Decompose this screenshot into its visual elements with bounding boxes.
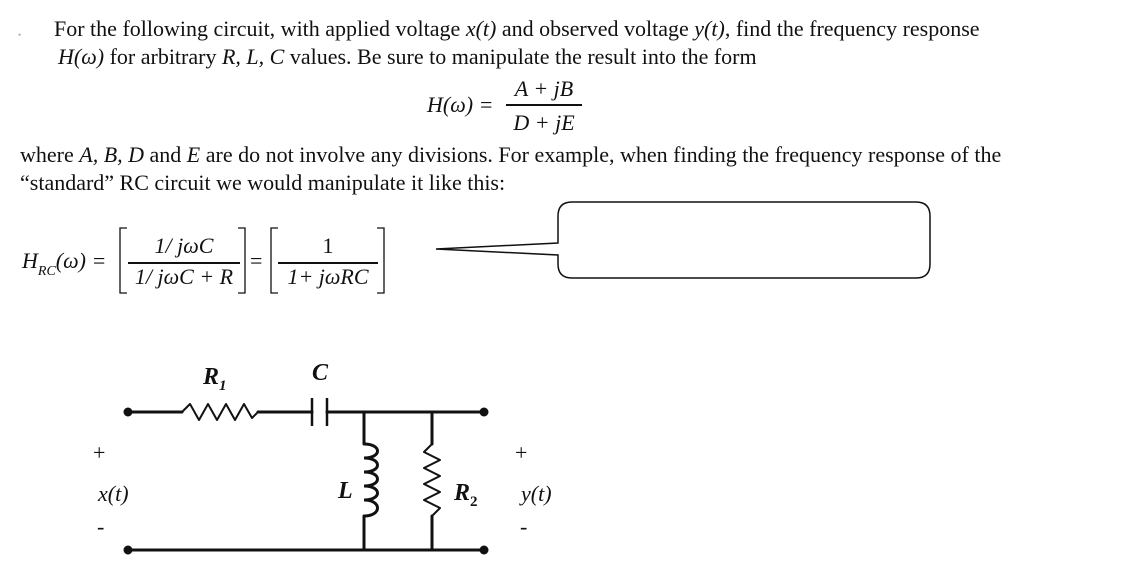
- corner-mark: •: [18, 30, 22, 40]
- rlc-symbols: R, L, C: [221, 44, 285, 69]
- output-plus: +: [515, 440, 528, 465]
- abd-symbols: A, B, D: [79, 142, 145, 167]
- rc-eq-fraction2-numerator: 1: [322, 233, 334, 258]
- intro-text-c: , find the frequency response: [724, 16, 980, 41]
- bracket-left-1: [120, 228, 127, 293]
- where-text-c: are do not involve any divisions. For example, when finding the frequency response of the: [200, 142, 1002, 167]
- intro-text-b: and observed voltage: [496, 16, 695, 41]
- r2-label: $R_2$: [454, 480, 478, 510]
- resistor-r1-symbol: [182, 404, 258, 420]
- where-text-a: where: [20, 142, 80, 167]
- input-label: x(t): [98, 481, 129, 506]
- l-label: L: [338, 478, 353, 504]
- where-line-2: “standard” RC circuit we would manipulate it like this:: [20, 170, 506, 195]
- rc-eq-subscript: RC: [37, 264, 56, 279]
- e-symbol: E: [186, 142, 201, 167]
- y-symbol: y(t): [694, 16, 725, 41]
- bracket-left-2: [271, 228, 278, 293]
- where-text-b: and: [144, 142, 187, 167]
- form-eq-lhs: H(ω) =: [427, 92, 494, 117]
- rc-eq-fraction2-denominator: 1+ jωRC: [287, 264, 369, 289]
- rc-eq-fraction1-numerator: 1/ jωC: [154, 233, 214, 258]
- capacitor-symbol: [312, 398, 327, 426]
- rc-eq-fraction1-denominator: 1/ jωC + R: [134, 264, 234, 289]
- terminal-in-bottom: [124, 546, 133, 555]
- r1-label: $R_1$: [203, 364, 227, 394]
- bracket-right-1: [238, 228, 245, 293]
- rc-eq-brackets: [120, 228, 384, 293]
- inductor-symbol: [364, 444, 378, 516]
- form-eq-denominator: D + jE: [513, 110, 575, 135]
- h-symbol: H(ω): [58, 44, 105, 69]
- form-eq-numerator: A + jB: [514, 76, 574, 101]
- c-label: C: [312, 360, 329, 386]
- resistor-r2-symbol: [424, 444, 440, 516]
- bracket-right-2: [377, 228, 384, 293]
- x-symbol: x(t): [465, 16, 497, 41]
- output-minus: -: [520, 514, 528, 539]
- intro-text-e: values. Be sure to manipulate the result into the form: [284, 44, 757, 69]
- terminals: [124, 408, 489, 555]
- intro-text-a: For the following circuit, with applied voltage: [54, 16, 466, 41]
- input-minus: -: [97, 514, 105, 539]
- output-label: y(t): [521, 481, 552, 506]
- terminal-out-top: [480, 408, 489, 417]
- input-plus: +: [93, 440, 106, 465]
- rc-eq-h: H: [22, 248, 38, 273]
- terminal-out-bottom: [480, 546, 489, 555]
- rc-eq-equals: =: [250, 248, 263, 273]
- rc-eq-lhs-rest: (ω) =: [55, 248, 107, 273]
- terminal-in-top: [124, 408, 133, 417]
- intro-text-d: for arbitrary: [104, 44, 222, 69]
- callout-bubble: [436, 202, 930, 278]
